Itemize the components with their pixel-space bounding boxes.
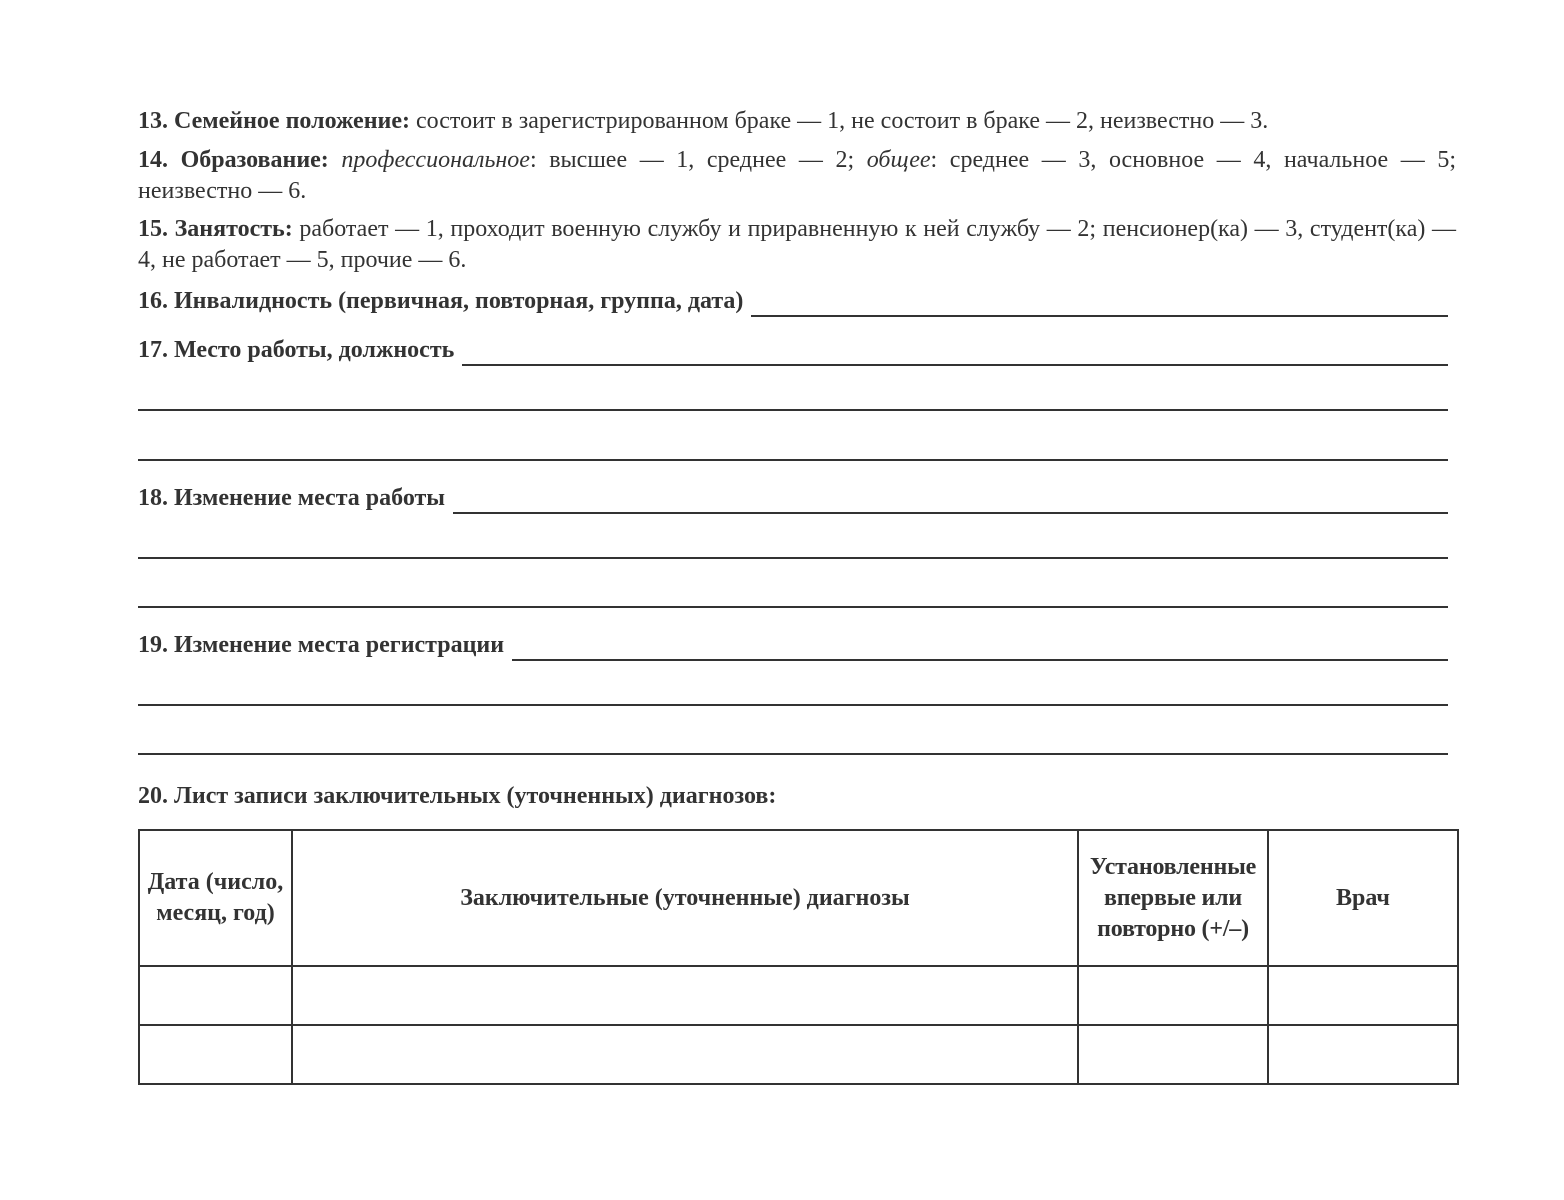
table-header-row <box>139 830 1458 966</box>
item-17-input-line[interactable] <box>462 340 1448 366</box>
cell-first-or-repeat[interactable] <box>1078 1025 1268 1084</box>
item-18-input-line[interactable] <box>453 488 1448 514</box>
item-14-education <box>138 145 1456 207</box>
item-15-employment <box>138 214 1456 276</box>
cell-doctor[interactable] <box>1268 966 1458 1025</box>
item-17-extra-line-1[interactable] <box>138 409 1448 411</box>
header-first-or-repeat: Установленные впервые или повторно (+/–) <box>1078 830 1268 966</box>
item-13-label: 13. Семейное положение: <box>138 108 411 134</box>
item-13-text: состоит в зарегистрированном браке — 1, не состоит в браке — 2, неизвестно — 3. <box>410 108 1269 134</box>
item-19-extra-line-1[interactable] <box>138 704 1448 706</box>
item-14-general-text: : среднее — 3, основное — 4, начальное — 5; неизвестно — 6. <box>138 147 1457 204</box>
item-14-label: 14. Образование: <box>138 147 329 173</box>
item-16-disability <box>138 286 1448 317</box>
item-16-input-line[interactable] <box>751 291 1448 317</box>
item-20-diagnoses-title <box>138 781 1456 812</box>
item-17-extra-line-2[interactable] <box>138 459 1448 461</box>
cell-diagnosis[interactable] <box>292 966 1078 1025</box>
header-date: Дата (число, месяц, год) <box>139 830 292 966</box>
item-19-registration-change <box>138 630 1448 661</box>
item-20-label: 20. Лист записи заключительных (уточненных) диагнозов: <box>138 783 777 809</box>
item-19-extra-line-2[interactable] <box>138 753 1448 755</box>
cell-date[interactable] <box>139 966 292 1025</box>
item-14-professional-label: профессиональное <box>341 147 530 173</box>
item-15-text: работает — 1, проходит военную службу и приравненную к ней службу — 2; пенсионер(ка) — 3, студент(ка) — 4, не работает — 5, прочие — 6. <box>138 216 1456 273</box>
header-diagnoses: Заключительные (уточненные) диагнозы <box>292 830 1078 966</box>
cell-date[interactable] <box>139 1025 292 1084</box>
item-17-workplace <box>138 335 1448 366</box>
item-18-workplace-change <box>138 483 1448 514</box>
cell-doctor[interactable] <box>1268 1025 1458 1084</box>
item-17-label: 17. Место работы, должность <box>138 337 455 363</box>
table-row <box>139 966 1458 1025</box>
item-18-extra-line-1[interactable] <box>138 557 1448 559</box>
item-16-label: 16. Инвалидность (первичная, повторная, группа, дата) <box>138 288 744 314</box>
item-14-general-label: общее <box>866 147 931 173</box>
item-13-marital-status <box>138 106 1456 137</box>
item-18-extra-line-2[interactable] <box>138 606 1448 608</box>
item-19-label: 19. Изменение места регистрации <box>138 632 505 658</box>
header-doctor: Врач <box>1268 830 1458 966</box>
cell-diagnosis[interactable] <box>292 1025 1078 1084</box>
item-19-input-line[interactable] <box>512 635 1448 661</box>
table-row <box>139 1025 1458 1084</box>
item-14-professional-text: : высшее — 1, среднее — 2; <box>529 147 867 173</box>
cell-first-or-repeat[interactable] <box>1078 966 1268 1025</box>
item-18-label: 18. Изменение места работы <box>138 485 446 511</box>
item-15-label: 15. Занятость: <box>138 216 293 242</box>
diagnoses-table <box>138 829 1459 1085</box>
